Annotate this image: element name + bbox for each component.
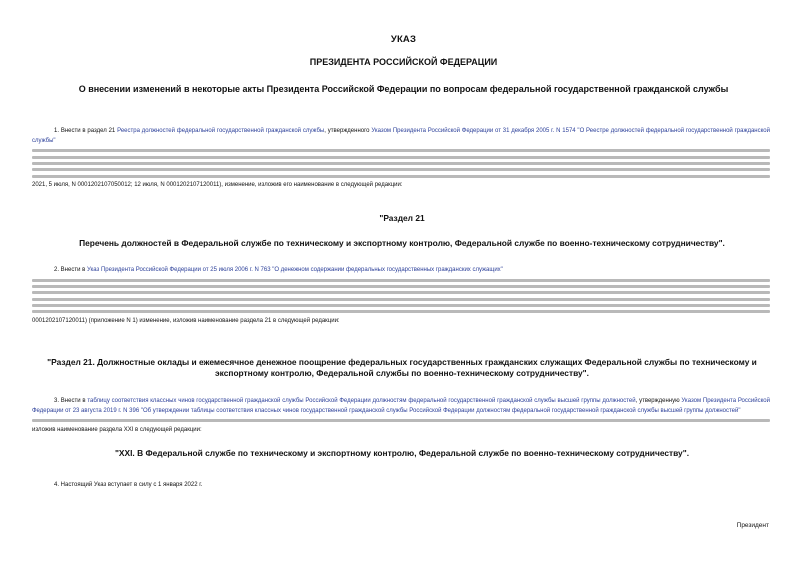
item-2-tail: 0001202107120011) (приложение N 1) изменение, изложив наименование раздела 21 в следующей редакции: [32,317,340,324]
decree-heading: УКАЗ [390,34,417,45]
item-3: 3. Внести в таблицу соответствия классных чинов государственной гражданской службы Российской Федерации должностям федеральной государственной гражданской службы высшей группы должностей, утвержденную Указом Президента Российской Федерации от 23 августа 2019 г. N 396 "Об утверждении таблицы соответствия классных чинов государственной гражданской службы Российской Федерации должностям федеральной государственной гражданской службы высшей группы должностей" изложив наименование раздела XXI в следующей редакции: [32,398,770,433]
item-1-lead: 1. Внести в раздел 21 [54,128,116,134]
quote-section21-pay: "Раздел 21. Должностные оклады и ежемесячное денежное поощрение федеральных государственных гражданских служащих Федеральной службы по техническому и экспортному контролю, Федеральной службы по военно-техническому сотрудничеству". [47,357,757,378]
quote-section21-label: "Раздел 21 [379,213,425,223]
illegible-text [32,310,770,313]
item-4 [32,481,770,491]
signature: Президент [736,522,769,529]
illegible-text [32,156,770,159]
decree-subject: О внесении изменений в некоторые акты Президента Российской Федерации по вопросам федеральной государственной гражданской службы [78,84,729,94]
item-4-text: 4. Настоящий Указ вступает в силу с 1 января 2022 г. [54,482,203,488]
item-1-tail: 2021, 5 июля, N 0001202107050012; 12 июля, N 0001202107120011), изменение, изложив его наименование в следующей редакции: [32,181,403,188]
rank-table-link[interactable]: таблицу соответствия классных чинов государственной гражданской службы Российской Федерации должностям федеральной государственной гражданской службы высшей группы должностей [87,398,636,404]
illegible-text [32,279,770,282]
illegible-text [32,419,770,422]
illegible-text [32,162,770,165]
registry-link[interactable]: Реестра должностей федеральной государственной гражданской службы [117,128,325,134]
illegible-text [32,149,770,152]
item-3-lead: 3. Внести в [54,398,86,404]
illegible-text [32,285,770,288]
decree-1574-link[interactable]: Указом Президента Российской Федерации от 31 декабря 2005 г. N 1574 "О Реестре должностей федеральной государственной гражданской службы" [32,128,770,144]
decree-396-link[interactable]: Указом Президента Российской Федерации от 23 августа 2019 г. N 396 "Об утверждении таблицы соответствия классных чинов государственной гражданской службы Российской Федерации должностям федеральной государственной гражданской службы высшей группы должностей" [32,398,770,414]
item-3-tail: изложив наименование раздела XXI в следующей редакции: [32,426,202,433]
illegible-text [32,291,770,294]
illegible-text [32,298,770,301]
illegible-text [32,304,770,307]
quote-section21-title: Перечень должностей в Федеральной службе по техническому и экспортному контролю, Федеральной службе по военно-техническому сотрудничеству". [79,238,725,248]
decree-763-link[interactable]: Указ Президента Российской Федерации от 25 июля 2006 г. N 763 "О денежном содержании федеральных государственных гражданских служащих" [86,267,503,273]
issuer-heading: ПРЕЗИДЕНТА РОССИЙСКОЙ ФЕДЕРАЦИИ [309,57,498,67]
item-2 [32,266,770,326]
illegible-text [32,175,770,178]
quote-section-xxi: "XXI. В Федеральной службе по техническому и экспортному контролю, Федеральной службе по военно-техническому сотрудничеству". [114,448,690,458]
illegible-text [32,168,770,171]
item-2-lead: 2. Внести в [54,267,86,273]
item-1: 1. Внести в раздел 21 Реестра должностей федеральной государственной гражданской службы, утвержденного Указом Президента Российской Федерации от 31 декабря 2005 г. N 1574 "О Реестре должностей федеральной государственной гражданской службы" 2021, 5 июля, N 0001202107050012; 12 июля, N 0001202107120011), изменение, изложив его наименование в следующей редакции: [32,128,770,188]
